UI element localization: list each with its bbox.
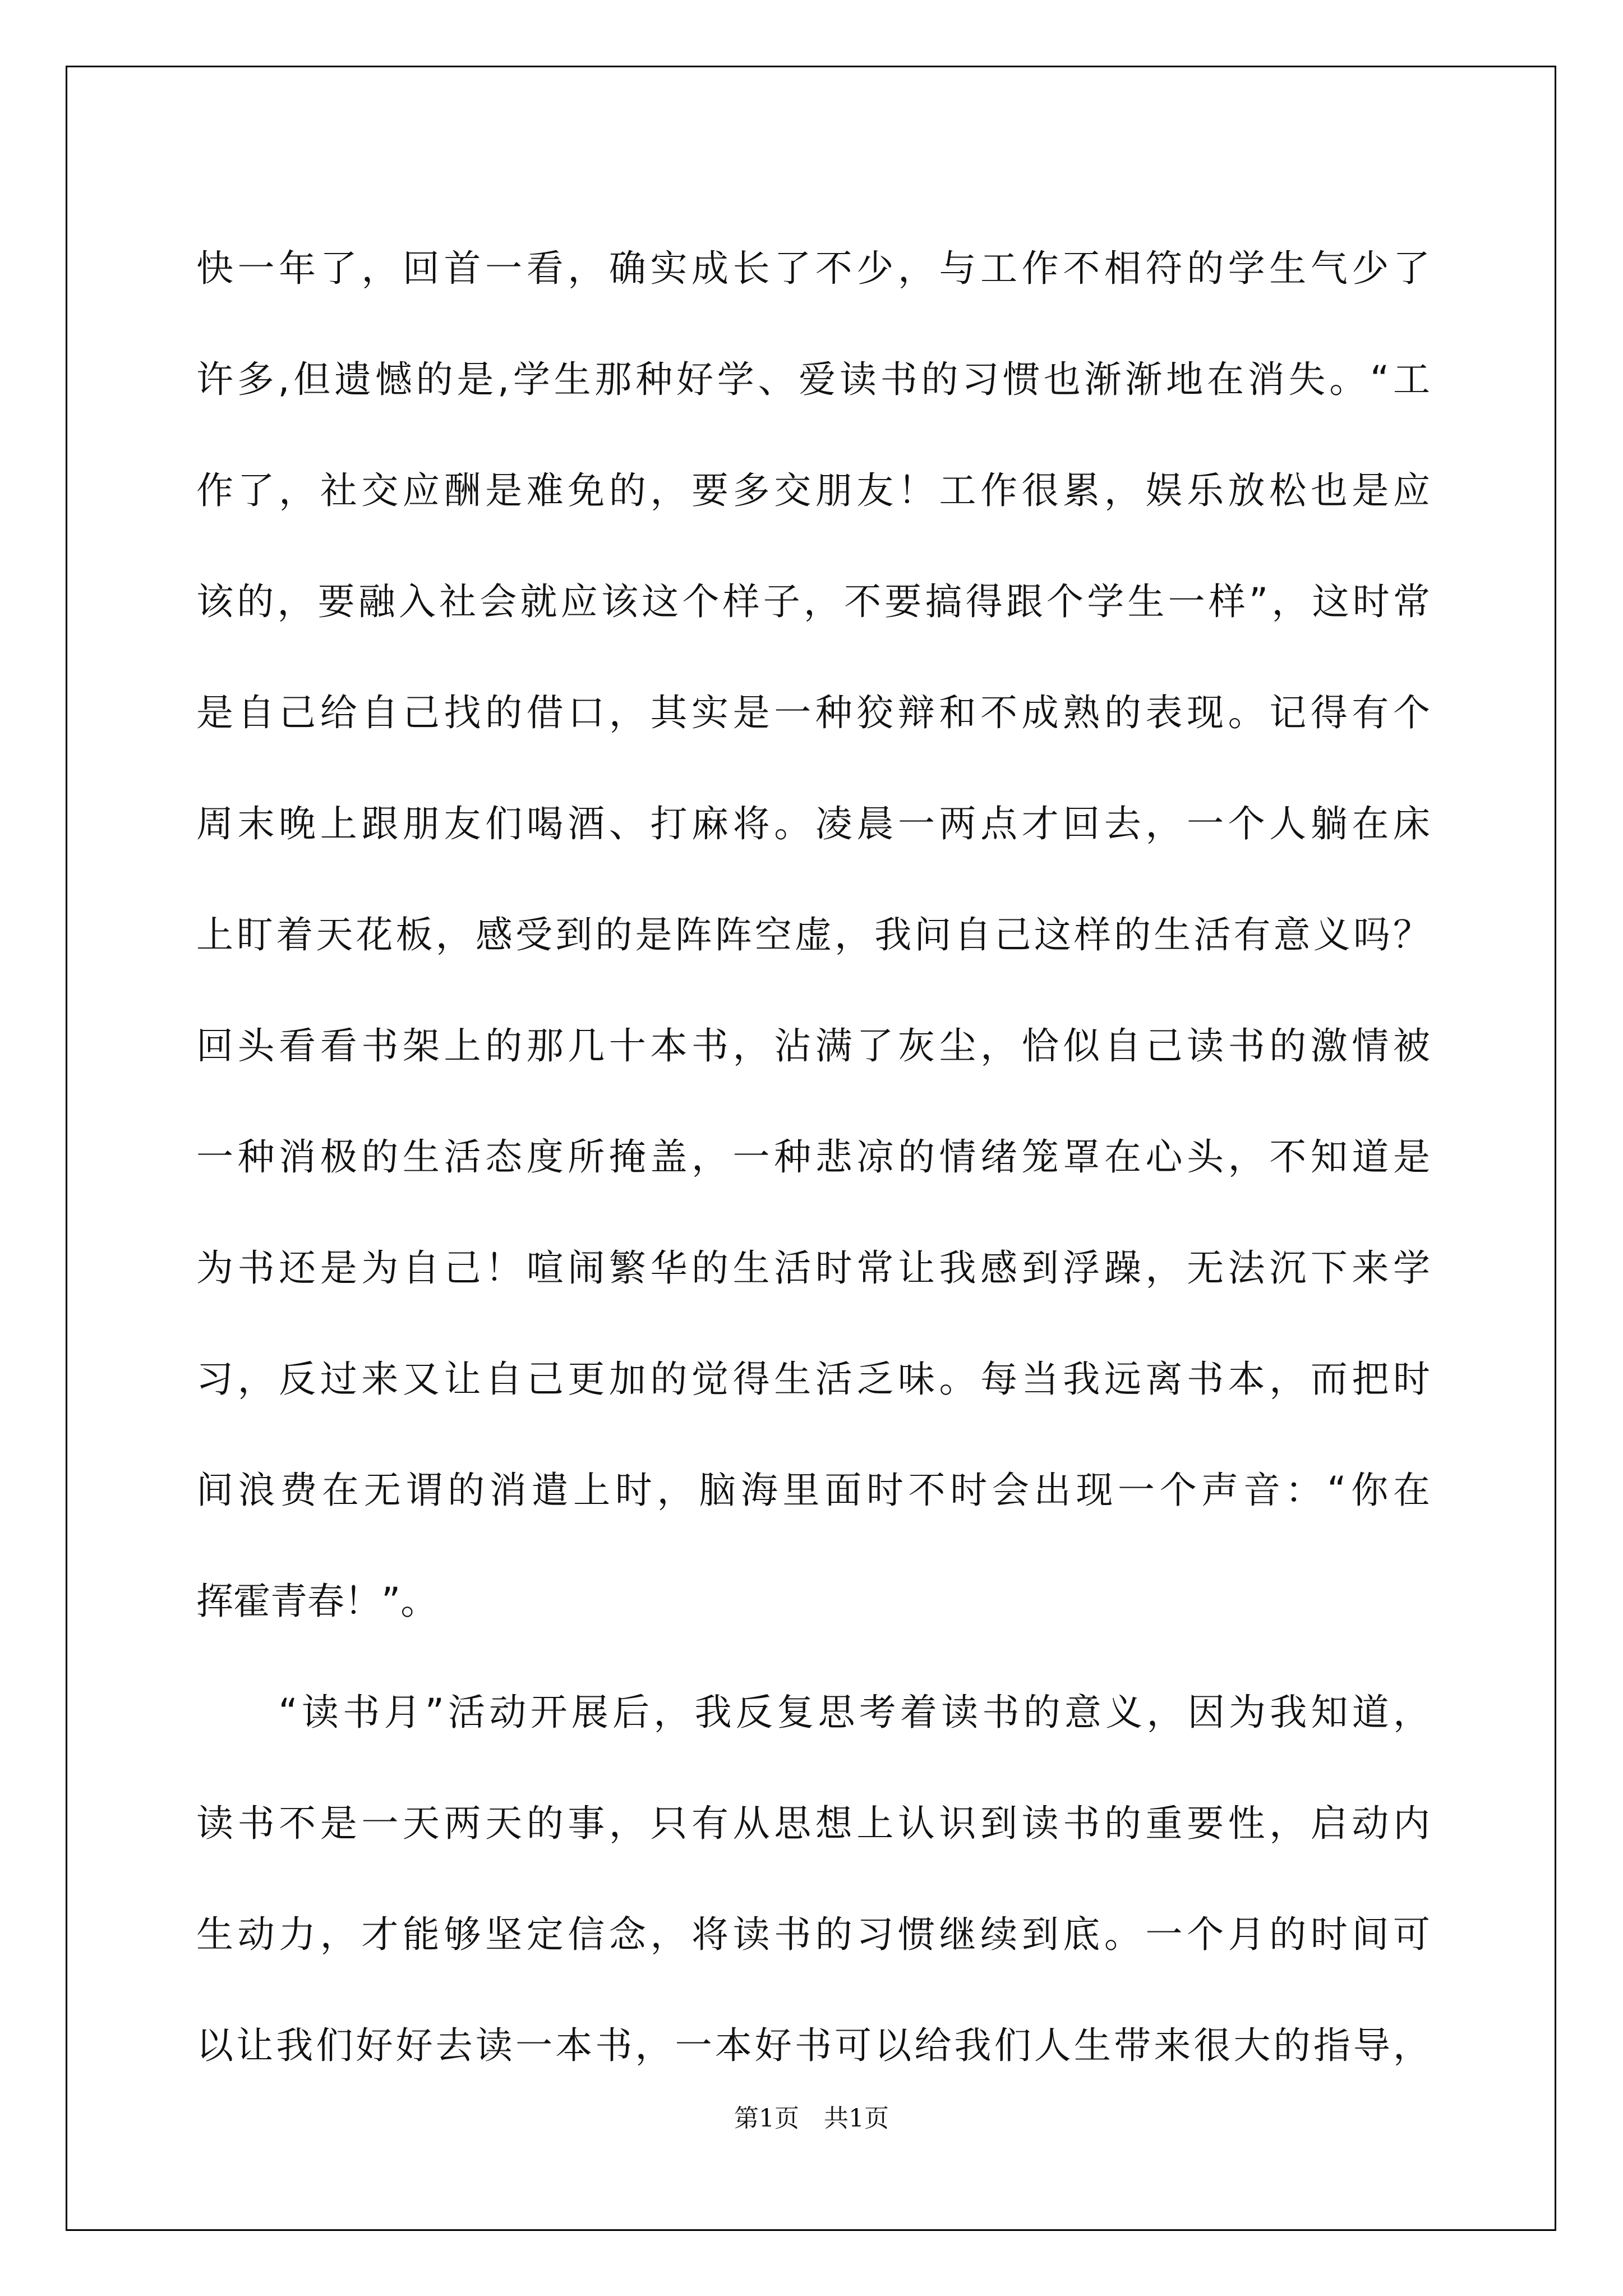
text-line: 该的，要融入社会就应该这个样子，不要搞得跟个学生一样”，这时常 [196,580,1430,623]
text-line: 为书还是为自己！喧闹繁华的生活时常让我感到浮躁，无法沉下来学 [196,1246,1430,1290]
paragraph-2 [196,1657,1430,2101]
text-line: “读书月”活动开展后，我反复思考着读书的意义，因为我知道， [196,1691,1430,1734]
text-line: 间浪费在无谓的消遣上时，脑海里面时不时会出现一个声音：“你在 [196,1469,1430,1512]
text-line: 生动力，才能够坚定信念，将读书的习惯继续到底。一个月的时间可 [196,1913,1430,1956]
paragraph-1 [196,213,1430,1657]
text-line: 一种消极的生活态度所掩盖，一种悲凉的情绪笼罩在心头，不知道是 [196,1135,1430,1179]
text-line: 作了，社交应酬是难免的，要多交朋友！工作很累，娱乐放松也是应 [196,469,1430,512]
text-line: 许多,但遗憾的是,学生那种好学、爱读书的习惯也渐渐地在消失。“工 [196,358,1430,401]
page-footer [0,2098,1623,2134]
page-number-label: 第1页 共1页 [734,2104,889,2133]
text-line: 上盯着天花板，感受到的是阵阵空虚，我问自己这样的生活有意义吗？ [196,913,1430,956]
document-body [196,213,1430,2101]
text-line: 是自己给自己找的借口，其实是一种狡辩和不成熟的表现。记得有个 [196,691,1430,734]
text-line: 快一年了，回首一看，确实成长了不少，与工作不相符的学生气少了 [196,247,1430,290]
text-line: 回头看看书架上的那几十本书，沾满了灰尘，恰似自己读书的激情被 [196,1024,1430,1068]
text-line: 周末晚上跟朋友们喝酒、打麻将。凌晨一两点才回去，一个人躺在床 [196,802,1430,845]
text-line: 挥霍青春！”。 [196,1580,438,1623]
text-line: 读书不是一天两天的事，只有从思想上认识到读书的重要性，启动内 [196,1802,1430,1845]
text-line: 以让我们好好去读一本书，一本好书可以给我们人生带来很大的指导， [196,2024,1430,2067]
text-line: 习，反过来又让自己更加的觉得生活乏味。每当我远离书本，而把时 [196,1358,1430,1401]
